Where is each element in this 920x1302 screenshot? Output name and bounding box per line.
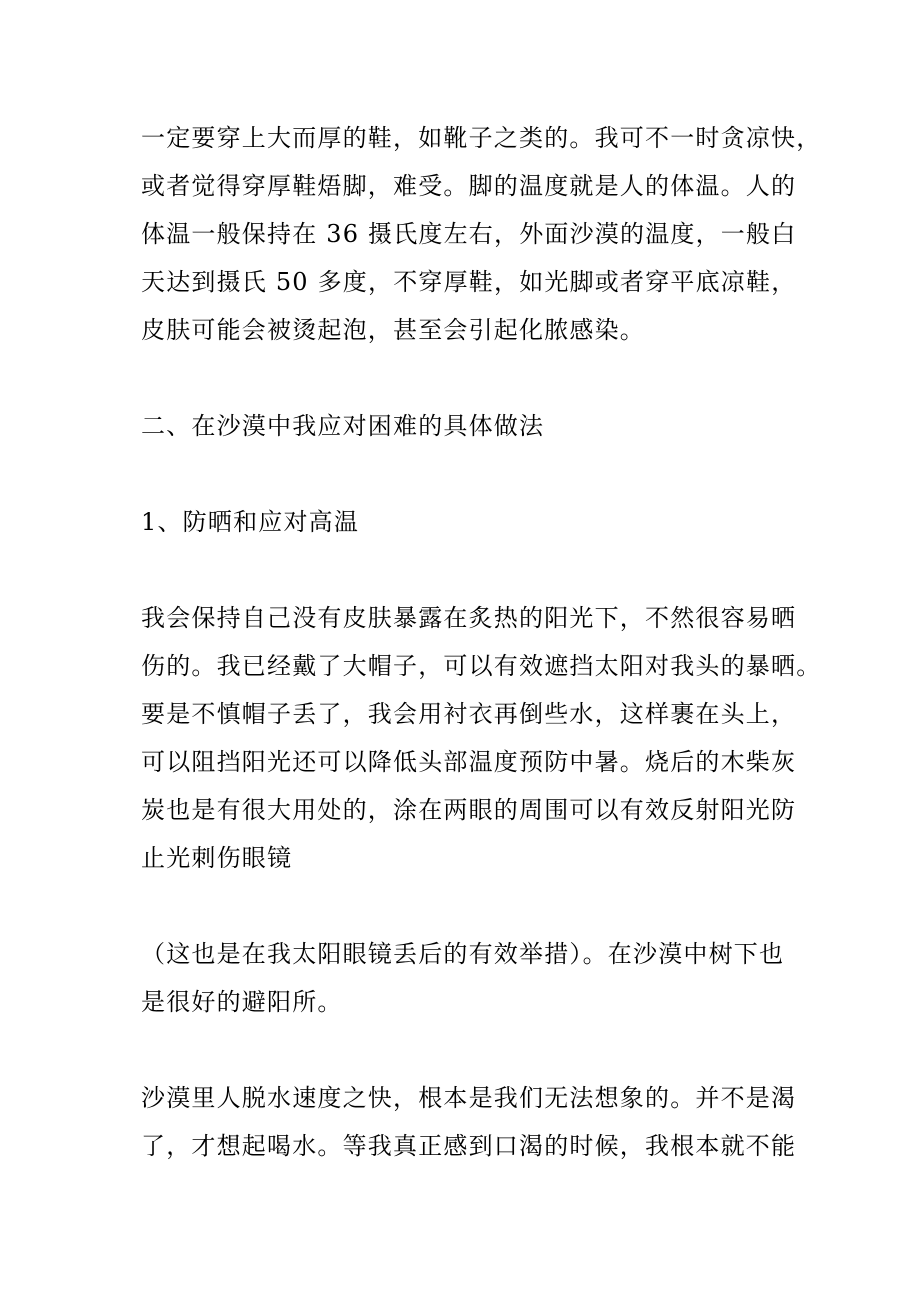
paragraph-line: 我会保持自己没有皮肤暴露在炙热的阳光下，不然很容易晒 [141, 604, 797, 632]
section-heading: 二、在沙漠中我应对困难的具体做法 [141, 412, 545, 440]
paragraph-line: 炭也是有很大用处的，涂在两眼的周围可以有效反射阳光防 [141, 796, 797, 824]
paragraph-line: 一定要穿上大而厚的鞋，如靴子之类的。我可不一时贪凉快， [141, 124, 822, 152]
paragraph-line: 体温一般保持在 36 摄氏度左右，外面沙漠的温度，一般白 [141, 220, 797, 248]
paragraph-line: 沙漠里人脱水速度之快，根本是我们无法想象的。并不是渴 [141, 1084, 797, 1112]
paragraph-line: 是很好的避阳所。 [141, 988, 343, 1016]
paragraph-line: 要是不慎帽子丢了，我会用衬衣再倒些水，这样裹在头上， [141, 700, 797, 728]
paragraph-line: 伤的。我已经戴了大帽子，可以有效遮挡太阳对我头的暴晒。 [141, 652, 822, 680]
paragraph-line: 或者觉得穿厚鞋焐脚，难受。脚的温度就是人的体温。人的 [141, 172, 797, 200]
paragraph-line: 天达到摄氏 50 多度，不穿厚鞋，如光脚或者穿平底凉鞋， [141, 268, 797, 296]
paragraph-line: 可以阻挡阳光还可以降低头部温度预防中暑。烧后的木柴灰 [141, 748, 797, 776]
paragraph-line: 皮肤可能会被烫起泡，甚至会引起化脓感染。 [141, 316, 645, 344]
paragraph-line: （这也是在我太阳眼镜丢后的有效举措）。在沙漠中树下也 [141, 940, 785, 968]
paragraph-line: 止光刺伤眼镜 [141, 844, 293, 872]
paragraph-line: 了，才想起喝水。等我真正感到口渴的时候，我根本就不能 [141, 1132, 797, 1160]
subsection-heading: 1、防晒和应对高温 [141, 508, 360, 536]
